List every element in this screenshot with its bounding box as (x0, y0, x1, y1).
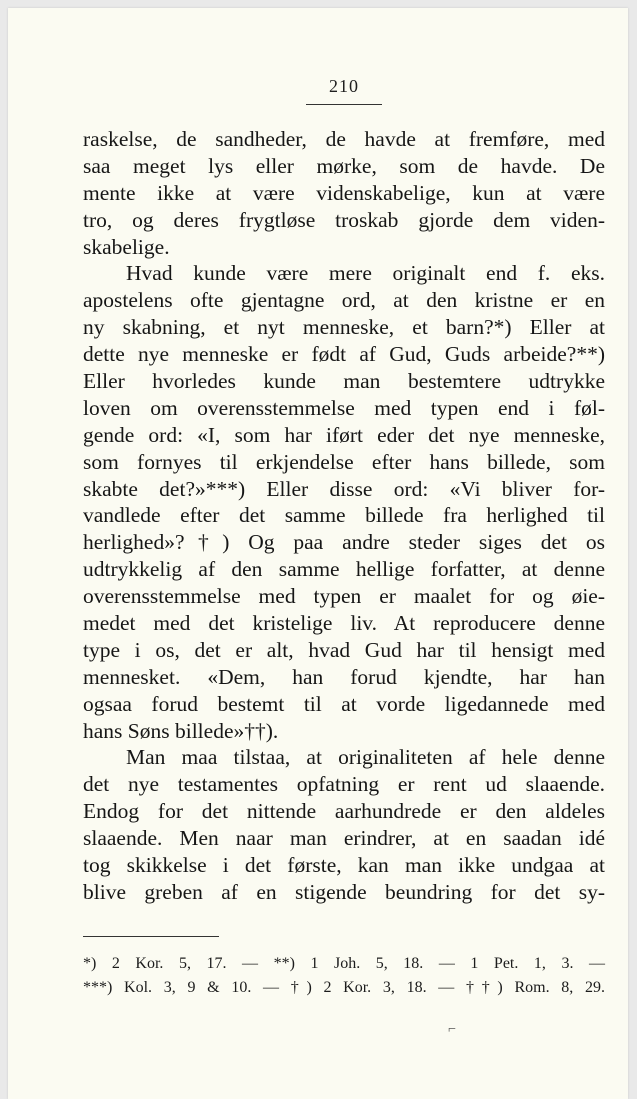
page-number: 210 (329, 76, 359, 96)
text-line: vandlede efter det samme billede fra herlighed til (83, 503, 605, 528)
book-page (8, 8, 628, 1099)
text-line: udtrykkelig af den samme hellige forfatter, at denne (83, 557, 605, 582)
footnotes (83, 952, 605, 1000)
text-line: mennesket. «Dem, han forud kjendte, har han (83, 664, 605, 689)
text-line: ogsaa forud bestemt til at vorde ligedannede med (83, 691, 605, 716)
footnote-line: ***) Kol. 3, 9 & 10. — †) 2 Kor. 3, 18. — ††) Rom. 8, 29. (83, 979, 605, 996)
stray-mark: ⌐ (448, 1022, 456, 1037)
text-line: det nye testamentes opfatning er rent ud slaaende. (83, 772, 605, 797)
text-line: type i os, det er alt, hvad Gud har til hensigt med (83, 637, 605, 662)
text-line: herlighed»?†) Og paa andre steder siges det os (83, 530, 605, 555)
text-line: som fornyes til erkjendelse efter hans billede, som (83, 449, 605, 474)
page-number-rule (306, 104, 382, 105)
text-line: saa meget lys eller mørke, som de havde. De (83, 153, 605, 178)
text-line: loven om overensstemmelse med typen end i føl- (83, 395, 605, 420)
text-line: tro, og deres frygtløse troskab gjorde dem viden- (83, 207, 605, 232)
text-line: Hvad kunde være mere originalt end f. eks. (126, 261, 605, 286)
text-line: mente ikke at være videnskabelige, kun at være (83, 180, 605, 205)
text-line: tog skikkelse i det første, kan man ikke undgaa at (83, 853, 605, 878)
text-line: apostelens ofte gjentagne ord, at den kristne er en (83, 288, 605, 313)
footnote-separator (83, 936, 219, 937)
text-line: medet med det kristelige liv. At reproducere denne (83, 611, 605, 636)
text-line: blive greben af en stigende beundring for det sy- (83, 879, 605, 904)
text-line: gende ord: «I, som har iført eder det nye menneske, (83, 422, 605, 447)
body-text (83, 126, 605, 906)
text-line: skabte det?»***) Eller disse ord: «Vi bliver for- (83, 476, 605, 501)
footnote-line: *) 2 Kor. 5, 17. — **) 1 Joh. 5, 18. — 1 Pet. 1, 3. — (83, 955, 605, 972)
text-line: hans Søns billede»††). (83, 718, 279, 743)
text-line: overensstemmelse med typen er maalet for og øie- (83, 584, 605, 609)
text-line: ny skabning, et nyt menneske, et barn?*) Eller at (83, 315, 605, 340)
text-line: Endog for det nittende aarhundrede er den aldeles (83, 799, 605, 824)
text-line: slaaende. Men naar man erindrer, at en saadan idé (83, 826, 605, 851)
text-line: skabelige. (83, 234, 170, 259)
text-line: raskelse, de sandheder, de havde at fremføre, med (83, 127, 605, 151)
text-line: dette nye menneske er født af Gud, Guds arbeide?**) (83, 342, 605, 367)
text-line: Man maa tilstaa, at originaliteten af hele denne (126, 745, 605, 770)
text-line: Eller hvorledes kunde man bestemtere udtrykke (83, 369, 605, 394)
